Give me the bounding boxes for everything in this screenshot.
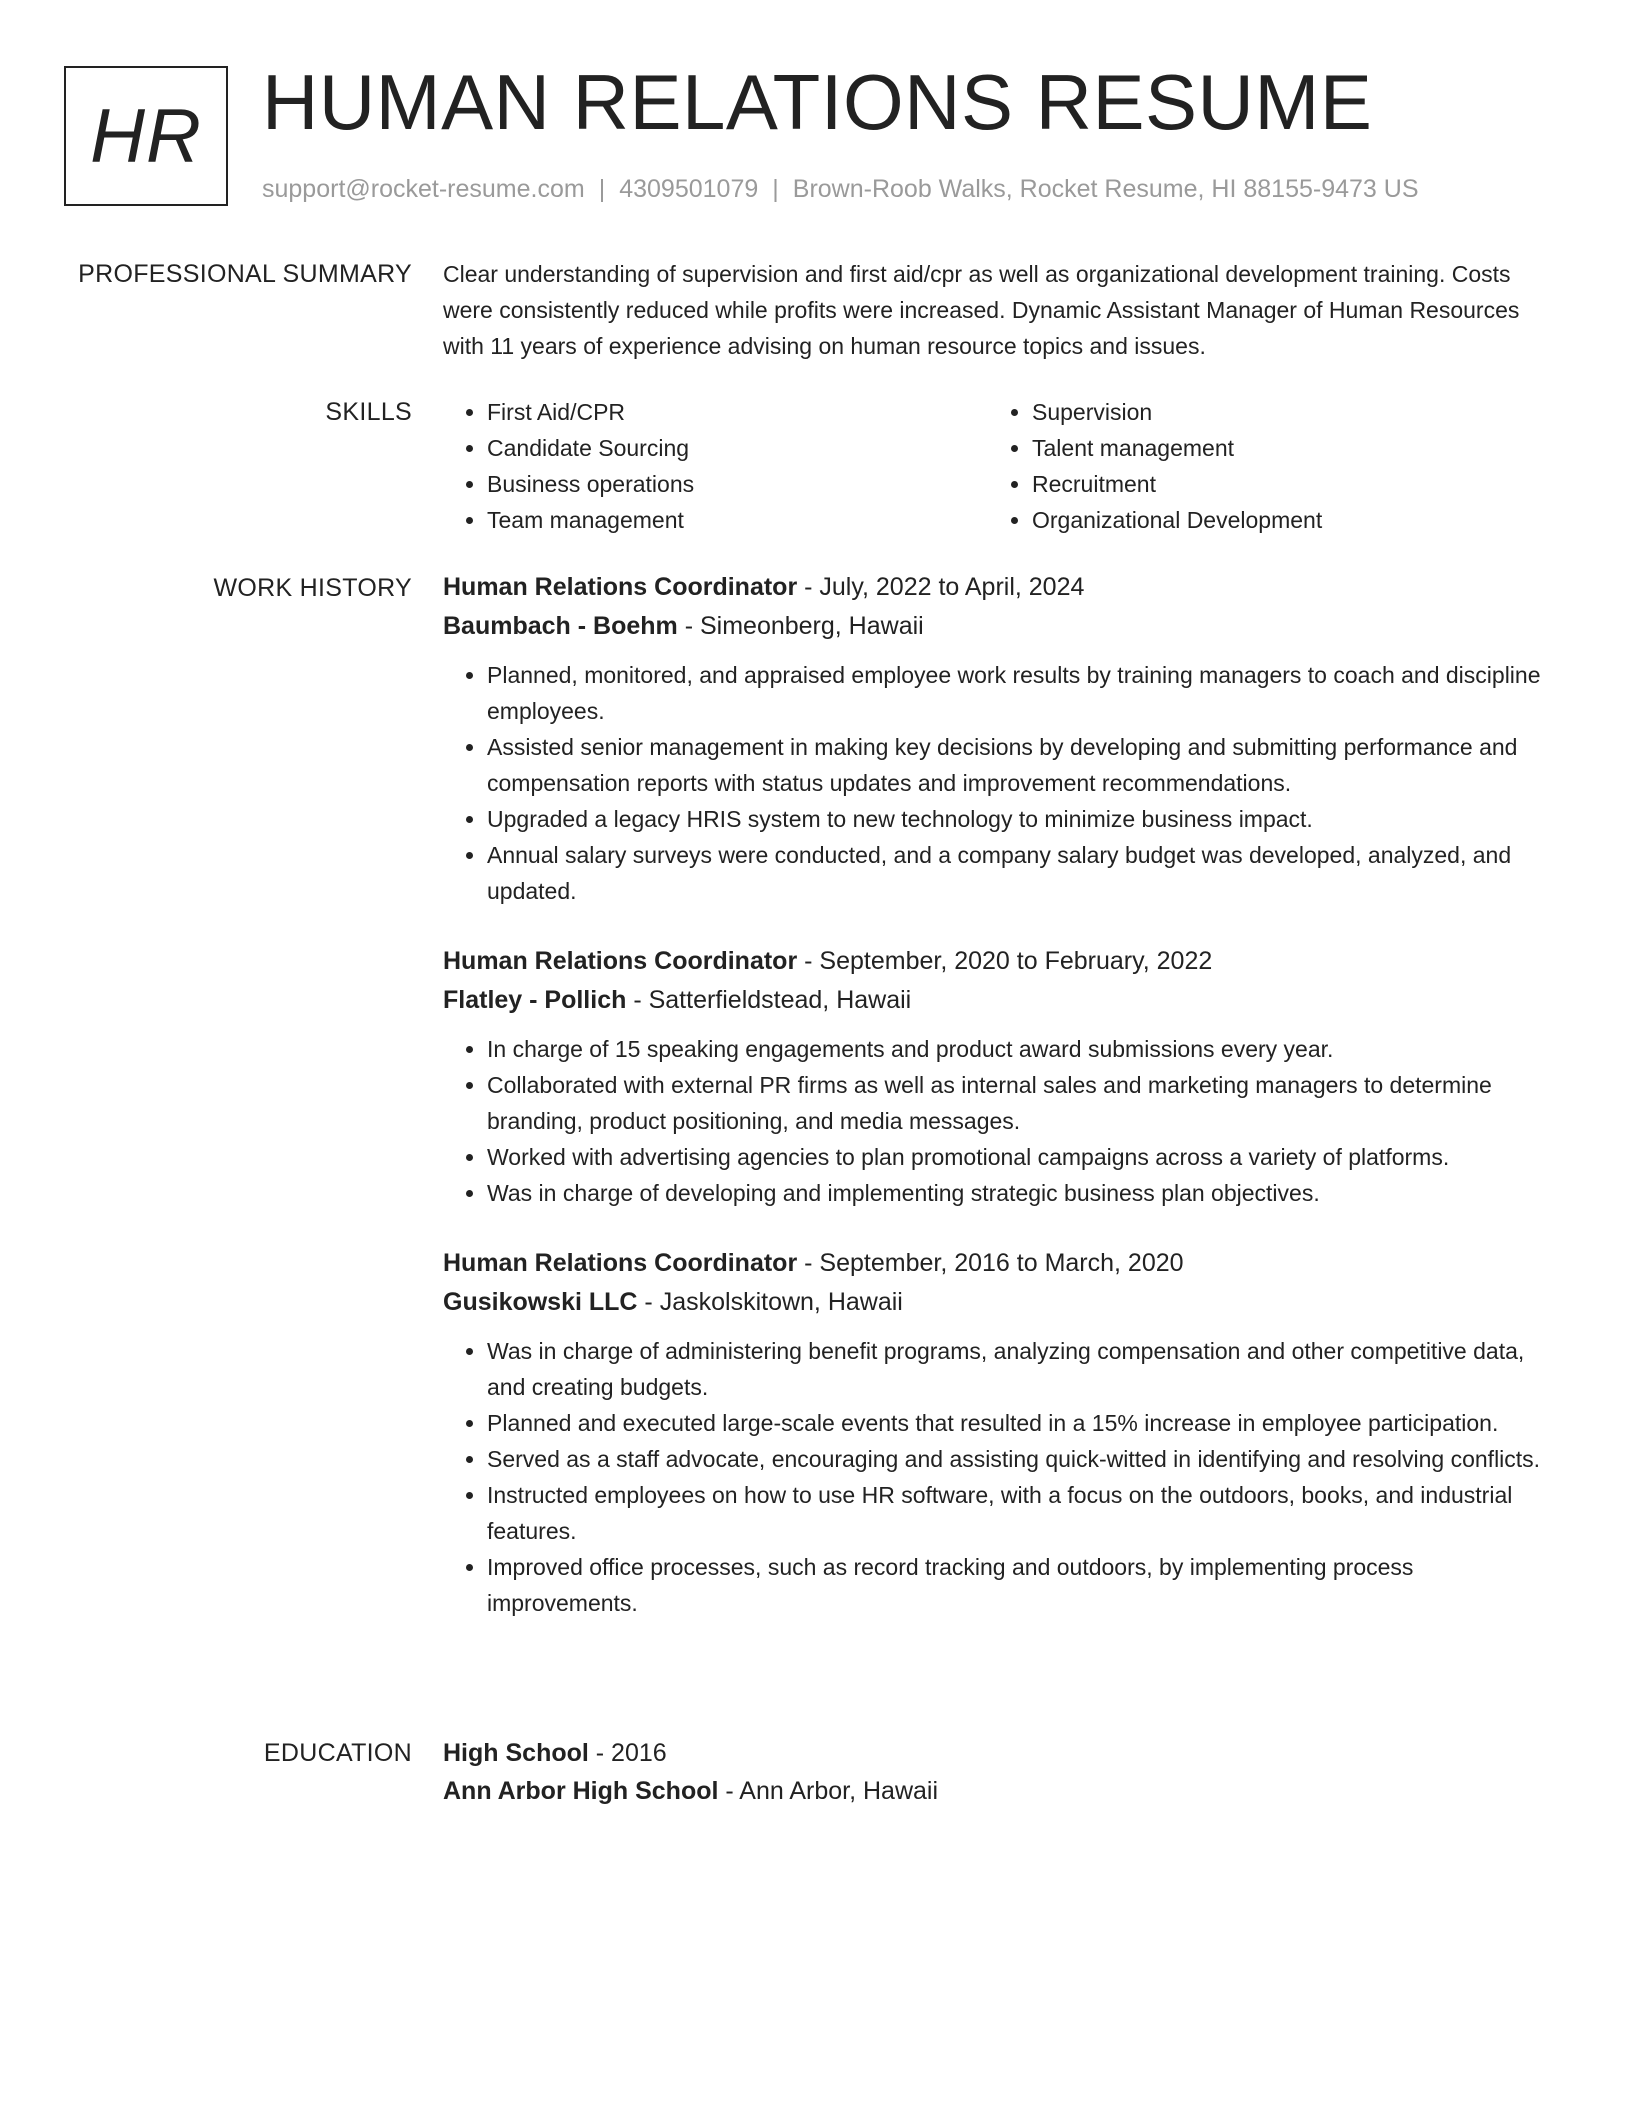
job-entry	[443, 568, 1558, 909]
monogram-logo: HR	[64, 66, 228, 206]
job-location: Jaskolskitown, Hawaii	[659, 1288, 903, 1316]
job-location: Simeonberg, Hawaii	[699, 612, 924, 640]
job-bullet: • Planned, monitored, and appraised employee work results by training managers to coach and discipline employees.	[487, 657, 1558, 729]
job-title-line	[443, 1244, 1558, 1283]
skills-grid	[443, 394, 1558, 538]
skill-item: • Talent management	[1032, 430, 1533, 466]
job-dates: September, 2020 to February, 2022	[819, 947, 1213, 975]
job-entry	[443, 1244, 1558, 1621]
job-bullet: • Instructed employees on how to use HR software, with a focus on the outdoors, books, and industrial features.	[487, 1477, 1558, 1549]
education-degree: High School	[443, 1739, 589, 1767]
job-bullet: • Planned and executed large-scale events that resulted in a 15% increase in employee participation.	[487, 1405, 1558, 1441]
education-dash: -	[718, 1777, 740, 1805]
job-bullet: • Assisted senior management in making key decisions by developing and submitting performance and compensation reports with status updates and improvement recommendations.	[487, 729, 1558, 801]
skill-item: • Recruitment	[1032, 466, 1533, 502]
summary-text: Clear understanding of supervision and first aid/cpr as well as organizational development training. Costs were consistently reduced while profits were increased. Dynamic Assistant Manager of Human Resources with 11 years of experience advising on human resource topics and issues.	[443, 261, 1520, 359]
job-bullet: • Upgraded a legacy HRIS system to new technology to minimize business impact.	[487, 801, 1558, 837]
job-dates: July, 2022 to April, 2024	[819, 573, 1085, 601]
job-company-line	[443, 607, 1558, 646]
job-title-line	[443, 568, 1558, 607]
skill-item: • Supervision	[1032, 394, 1533, 430]
job-bullet-list	[443, 657, 1558, 909]
job-dash: -	[797, 947, 820, 975]
job-title: Human Relations Coordinator	[443, 947, 798, 975]
skill-item: • Organizational Development	[1032, 502, 1533, 538]
skill-item: • Candidate Sourcing	[487, 430, 988, 466]
job-bullet: • In charge of 15 speaking engagements and product award submissions every year.	[487, 1031, 1558, 1067]
education-degree-line	[443, 1734, 1558, 1772]
job-title: Human Relations Coordinator	[443, 573, 798, 601]
contact-line	[262, 172, 1419, 206]
education-body	[443, 1734, 1558, 1810]
summary-body	[443, 256, 1558, 364]
job-bullet-list	[443, 1031, 1558, 1211]
job-bullet: • Served as a staff advocate, encouraging and assisting quick-witted in identifying and resolving conflicts.	[487, 1441, 1558, 1477]
skills-list-left	[443, 394, 988, 538]
education-school: Ann Arbor High School	[443, 1777, 719, 1805]
job-bullet-list	[443, 1333, 1558, 1621]
section-label-skills: SKILLS	[325, 398, 412, 426]
job-bullet: • Collaborated with external PR firms as well as internal sales and marketing managers to determine branding, product positioning, and media messages.	[487, 1067, 1558, 1139]
contact-separator: |	[772, 175, 779, 203]
work-history-body	[443, 568, 1558, 1654]
contact-phone[interactable]: 4309501079	[619, 175, 759, 203]
contact-address: Brown-Roob Walks, Rocket Resume, HI 88155-9473 US	[792, 175, 1419, 203]
skills-list-right	[988, 394, 1533, 538]
education-school-line	[443, 1772, 1558, 1810]
section-label-work-history: WORK HISTORY	[213, 574, 412, 602]
job-title: Human Relations Coordinator	[443, 1249, 798, 1277]
skills-body	[443, 394, 1558, 538]
section-label-education: EDUCATION	[263, 1739, 412, 1767]
job-location: Satterfieldstead, Hawaii	[648, 986, 912, 1014]
job-dash: -	[797, 573, 820, 601]
skill-item: • First Aid/CPR	[487, 394, 988, 430]
resume-title: HUMAN RELATIONS RESUME	[262, 58, 1373, 146]
education-dash: -	[588, 1739, 612, 1767]
job-entry	[443, 942, 1558, 1211]
job-bullet: • Improved office processes, such as record tracking and outdoors, by implementing process improvements.	[487, 1549, 1558, 1621]
job-title-line	[443, 942, 1558, 981]
job-dash: -	[637, 1288, 660, 1316]
job-dash: -	[626, 986, 649, 1014]
job-dates: September, 2016 to March, 2020	[819, 1249, 1184, 1277]
job-bullet: • Was in charge of developing and implementing strategic business plan objectives.	[487, 1175, 1558, 1211]
job-dash: -	[677, 612, 700, 640]
job-company: Gusikowski LLC	[443, 1288, 638, 1316]
job-bullet: • Worked with advertising agencies to plan promotional campaigns across a variety of platforms.	[487, 1139, 1558, 1175]
job-company-line	[443, 1283, 1558, 1322]
job-company-line	[443, 981, 1558, 1020]
education-location: Ann Arbor, Hawaii	[739, 1777, 939, 1805]
skill-item: • Business operations	[487, 466, 988, 502]
job-bullet: • Annual salary surveys were conducted, and a company salary budget was developed, analyzed, and updated.	[487, 837, 1558, 909]
contact-separator: |	[598, 175, 606, 203]
job-company: Baumbach - Boehm	[443, 612, 678, 640]
education-year: 2016	[611, 1739, 667, 1767]
contact-email[interactable]: support@rocket-resume.com	[262, 175, 585, 203]
job-bullet: • Was in charge of administering benefit programs, analyzing compensation and other competitive data, and creating budgets.	[487, 1333, 1558, 1405]
skill-item: • Team management	[487, 502, 988, 538]
section-label-summary: PROFESSIONAL SUMMARY	[78, 260, 412, 288]
job-dash: -	[797, 1249, 820, 1277]
job-company: Flatley - Pollich	[443, 986, 627, 1014]
